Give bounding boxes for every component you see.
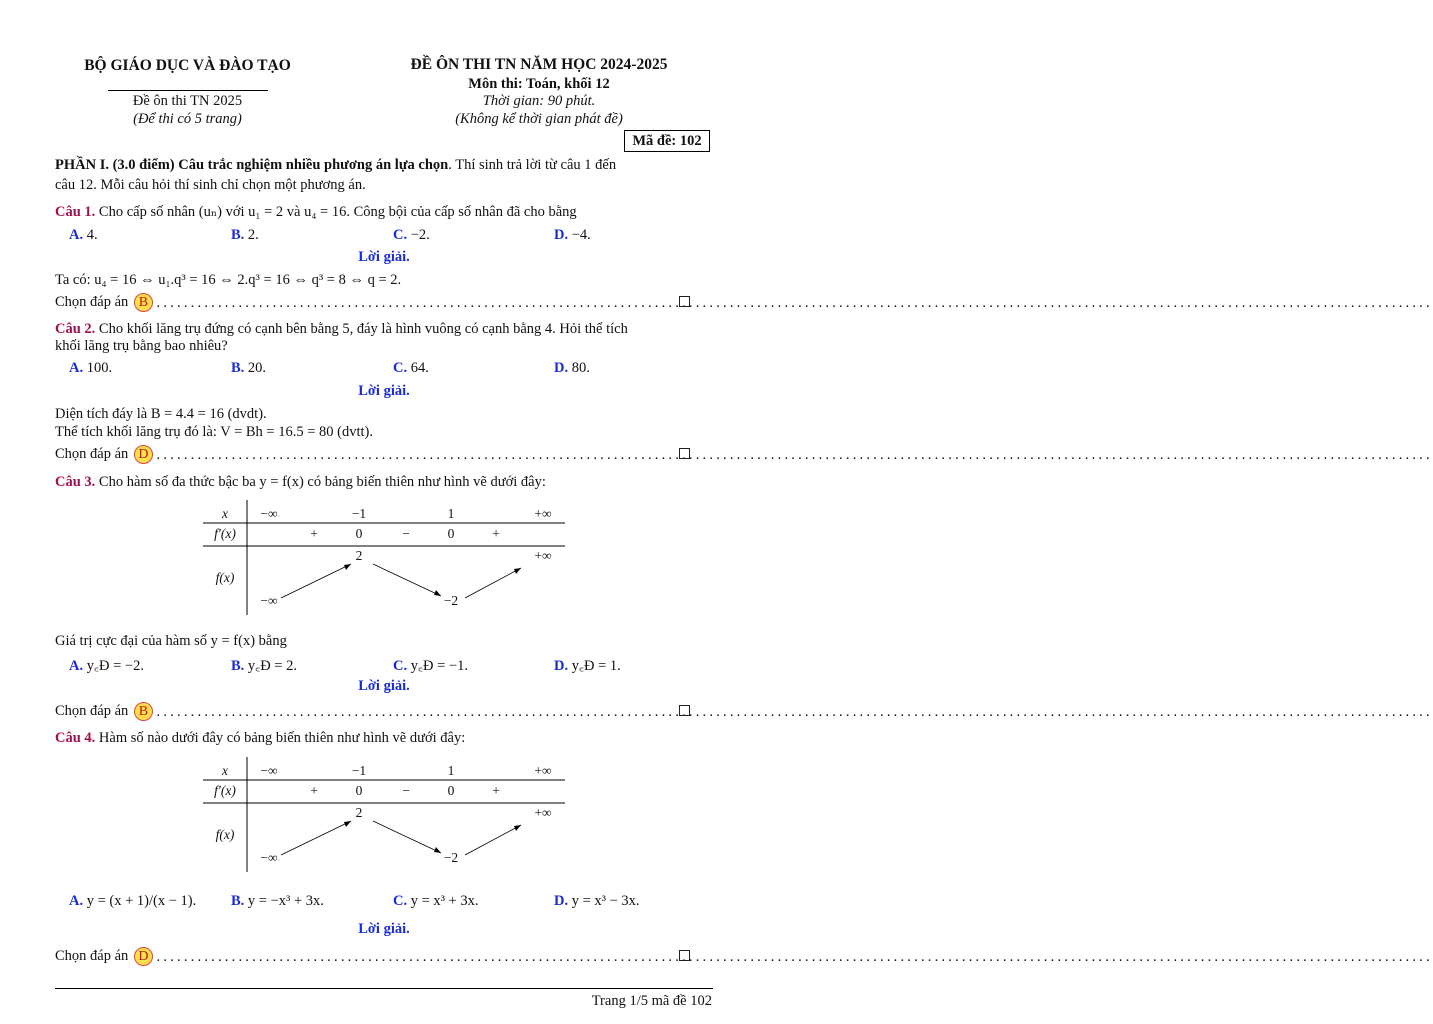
q4-option-a[interactable] <box>69 893 196 910</box>
q3-option-b[interactable] <box>231 655 297 675</box>
option-value: y = x³ − 3x. <box>571 893 640 909</box>
option-letter: C. <box>393 658 408 674</box>
fprime-sign: 0 <box>447 783 455 798</box>
q1-solution-line: Ta có: u₄ = 16 ⇔ u₁.q³ = 16 ⇔ 2.q³ = 16 ⇔ q³ = 8 ⇔ q = 2. <box>55 272 402 288</box>
question-2-cont: khối lăng trụ bằng bao nhiêu? <box>55 338 228 354</box>
option-letter: B. <box>231 227 245 243</box>
x-value: −1 <box>351 506 367 521</box>
f-value: −∞ <box>260 850 278 865</box>
q2-solution-line-2: Thể tích khối lăng trụ đó là: V = Bh = 16.5 = 80 (dvtt). <box>55 424 373 440</box>
option-letter: C. <box>393 227 408 243</box>
option-letter: A. <box>69 893 84 909</box>
dot-leader: ........................................................................................................................................................................................... <box>156 949 1433 965</box>
f-value: 2 <box>355 548 363 563</box>
question-text: Hàm số nào dưới đây có bảng biến thiên như hình vẽ dưới đây: <box>98 730 466 746</box>
fprime-label: f′(x) <box>214 526 236 541</box>
option-value: 2. <box>247 227 259 243</box>
f-value: −2 <box>443 593 459 608</box>
fprime-sign: − <box>402 783 410 798</box>
variation-table <box>203 757 565 872</box>
option-letter: D. <box>554 893 569 909</box>
question-label: Câu 4. <box>55 730 96 746</box>
question-4 <box>55 729 713 747</box>
q1-answer-line <box>55 293 1433 312</box>
exam-type: Đề ôn thi TN 2025 <box>132 93 243 109</box>
checkbox-icon <box>679 296 690 307</box>
footer-rule <box>55 988 713 989</box>
question-label: Câu 1. <box>55 204 96 220</box>
part1-intro <box>55 156 713 174</box>
option-letter: D. <box>554 658 569 674</box>
question-3 <box>55 473 713 491</box>
x-value: 1 <box>447 763 455 778</box>
q3-option-a[interactable] <box>69 655 144 675</box>
q1-option-a[interactable] <box>69 227 98 244</box>
fprime-sign: + <box>310 526 318 541</box>
x-value: +∞ <box>534 506 552 521</box>
question-text: Cho hàm số đa thức bậc ba y = f(x) có bảng biến thiên như hình vẽ dưới đây: <box>98 474 546 490</box>
q1-option-d[interactable] <box>554 227 591 244</box>
q2-option-d[interactable] <box>554 360 590 377</box>
option-value: −4. <box>571 227 591 243</box>
option-letter: B. <box>231 658 245 674</box>
q2-solution-line-1: Diện tích đáy là B = 4.4 = 16 (dvdt). <box>55 406 267 422</box>
exam-time-note: (Không kể thời gian phát đề) <box>455 111 623 127</box>
f-label: f(x) <box>215 827 235 842</box>
q1-option-c[interactable] <box>393 227 430 244</box>
table-lines <box>203 500 565 615</box>
solution-heading: Lời giải. <box>358 383 410 399</box>
header-divider <box>108 90 268 91</box>
q1-option-b[interactable] <box>231 227 259 244</box>
option-letter: B. <box>231 360 245 376</box>
fprime-sign: 0 <box>355 526 363 541</box>
option-letter: C. <box>393 360 408 376</box>
exam-title: ĐỀ ÔN THI TN NĂM HỌC 2024-2025 <box>410 56 668 73</box>
fprime-label: f′(x) <box>214 783 236 798</box>
pages-note: (Để thi có 5 trang) <box>133 111 242 127</box>
option-value: 100. <box>86 360 113 376</box>
option-value: 64. <box>410 360 429 376</box>
option-letter: A. <box>69 658 84 674</box>
q4-option-b[interactable] <box>231 893 324 910</box>
f-value: 2 <box>355 805 363 820</box>
choose-answer-label: Chọn đáp án <box>55 294 129 310</box>
fprime-sign: − <box>402 526 410 541</box>
question-text: Cho cấp số nhân (uₙ) với u₁ = 2 và u₄ = 16. Công bội của cấp số nhân đã cho bằng <box>98 204 577 220</box>
q3-option-d[interactable] <box>554 655 621 675</box>
answer-badge: D <box>134 947 153 966</box>
option-value: y꜀Đ = −2. <box>86 658 144 674</box>
x-value: −1 <box>351 763 367 778</box>
option-letter: A. <box>69 360 84 376</box>
page-footer: Trang 1/5 mã đề 102 <box>591 993 712 1009</box>
x-label: x <box>222 763 228 778</box>
question-text: Cho khối lăng trụ đứng có cạnh bên bằng 5, đáy là hình vuông có cạnh bằng 4. Hỏi thể tích <box>98 321 628 337</box>
choose-answer-label: Chọn đáp án <box>55 703 129 719</box>
fprime-sign: 0 <box>447 526 455 541</box>
dot-leader: ........................................................................................................................................................................................... <box>156 704 1433 720</box>
dot-leader: ........................................................................................................................................................................................... <box>156 295 1433 311</box>
q2-option-c[interactable] <box>393 360 429 377</box>
option-value: y = (x + 1)/(x − 1). <box>86 893 197 909</box>
checkbox-icon <box>679 448 690 459</box>
answer-badge: B <box>134 293 153 312</box>
option-letter: C. <box>393 893 408 909</box>
q3-option-c[interactable] <box>393 655 468 675</box>
fprime-sign: + <box>310 783 318 798</box>
exam-code-box: Mã đề: 102 <box>624 130 710 152</box>
fprime-sign: 0 <box>355 783 363 798</box>
solution-heading: Lời giải. <box>358 249 410 265</box>
option-value: 4. <box>86 227 98 243</box>
option-letter: A. <box>69 227 84 243</box>
variation-table <box>203 500 565 615</box>
f-value: −∞ <box>260 593 278 608</box>
f-value: −2 <box>443 850 459 865</box>
exam-subject: Môn thi: Toán, khối 12 <box>468 76 610 92</box>
q3-answer-line <box>55 702 1433 721</box>
exam-time: Thời gian: 90 phút. <box>482 93 596 109</box>
choose-answer-label: Chọn đáp án <box>55 446 129 462</box>
q4-answer-line <box>55 947 1433 966</box>
part1-title: PHẦN I. (3.0 điểm) Câu trắc nghiệm nhiều phương án lựa chọn <box>55 157 449 173</box>
q2-answer-line <box>55 445 1433 464</box>
part1-intro-line2: câu 12. Mỗi câu hỏi thí sinh chỉ chọn một phương án. <box>55 177 366 193</box>
option-value: −2. <box>410 227 430 243</box>
question-3-prompt: Giá trị cực đại của hàm số y = f(x) bằng <box>55 633 287 649</box>
option-value: y = −x³ + 3x. <box>247 893 324 909</box>
option-value: y = x³ + 3x. <box>410 893 479 909</box>
answer-badge: B <box>134 702 153 721</box>
solution-heading: Lời giải. <box>358 921 410 937</box>
option-letter: D. <box>554 227 569 243</box>
table-lines <box>203 757 565 872</box>
question-label: Câu 3. <box>55 474 96 490</box>
solution-heading: Lời giải. <box>358 678 410 694</box>
option-value: 20. <box>247 360 267 376</box>
question-1 <box>55 203 713 221</box>
f-value: +∞ <box>534 548 552 563</box>
option-letter: D. <box>554 360 569 376</box>
dot-leader: ........................................................................................................................................................................................... <box>156 447 1433 463</box>
part1-intro-text: . Thí sinh trả lời từ câu 1 đến <box>448 157 617 173</box>
checkbox-icon <box>679 705 690 716</box>
ministry-name: BỘ GIÁO DỤC VÀ ĐÀO TẠO <box>84 57 291 74</box>
x-value: −∞ <box>260 506 278 521</box>
choose-answer-label: Chọn đáp án <box>55 948 129 964</box>
checkbox-icon <box>679 950 690 961</box>
x-label: x <box>222 506 228 521</box>
f-value: +∞ <box>534 805 552 820</box>
fprime-sign: + <box>492 783 500 798</box>
option-value: y꜀Đ = −1. <box>410 658 468 674</box>
option-value: 80. <box>571 360 590 376</box>
x-value: 1 <box>447 506 455 521</box>
option-letter: B. <box>231 893 245 909</box>
option-value: y꜀Đ = 1. <box>571 658 621 674</box>
x-value: −∞ <box>260 763 278 778</box>
answer-badge: D <box>134 445 153 464</box>
option-value: y꜀Đ = 2. <box>247 658 297 674</box>
fprime-sign: + <box>492 526 500 541</box>
f-label: f(x) <box>215 570 235 585</box>
question-2 <box>55 320 713 338</box>
q4-option-c[interactable] <box>393 893 479 910</box>
x-value: +∞ <box>534 763 552 778</box>
q2-option-b[interactable] <box>231 360 266 377</box>
q4-option-d[interactable] <box>554 893 640 910</box>
q2-option-a[interactable] <box>69 360 112 377</box>
question-label: Câu 2. <box>55 321 96 337</box>
